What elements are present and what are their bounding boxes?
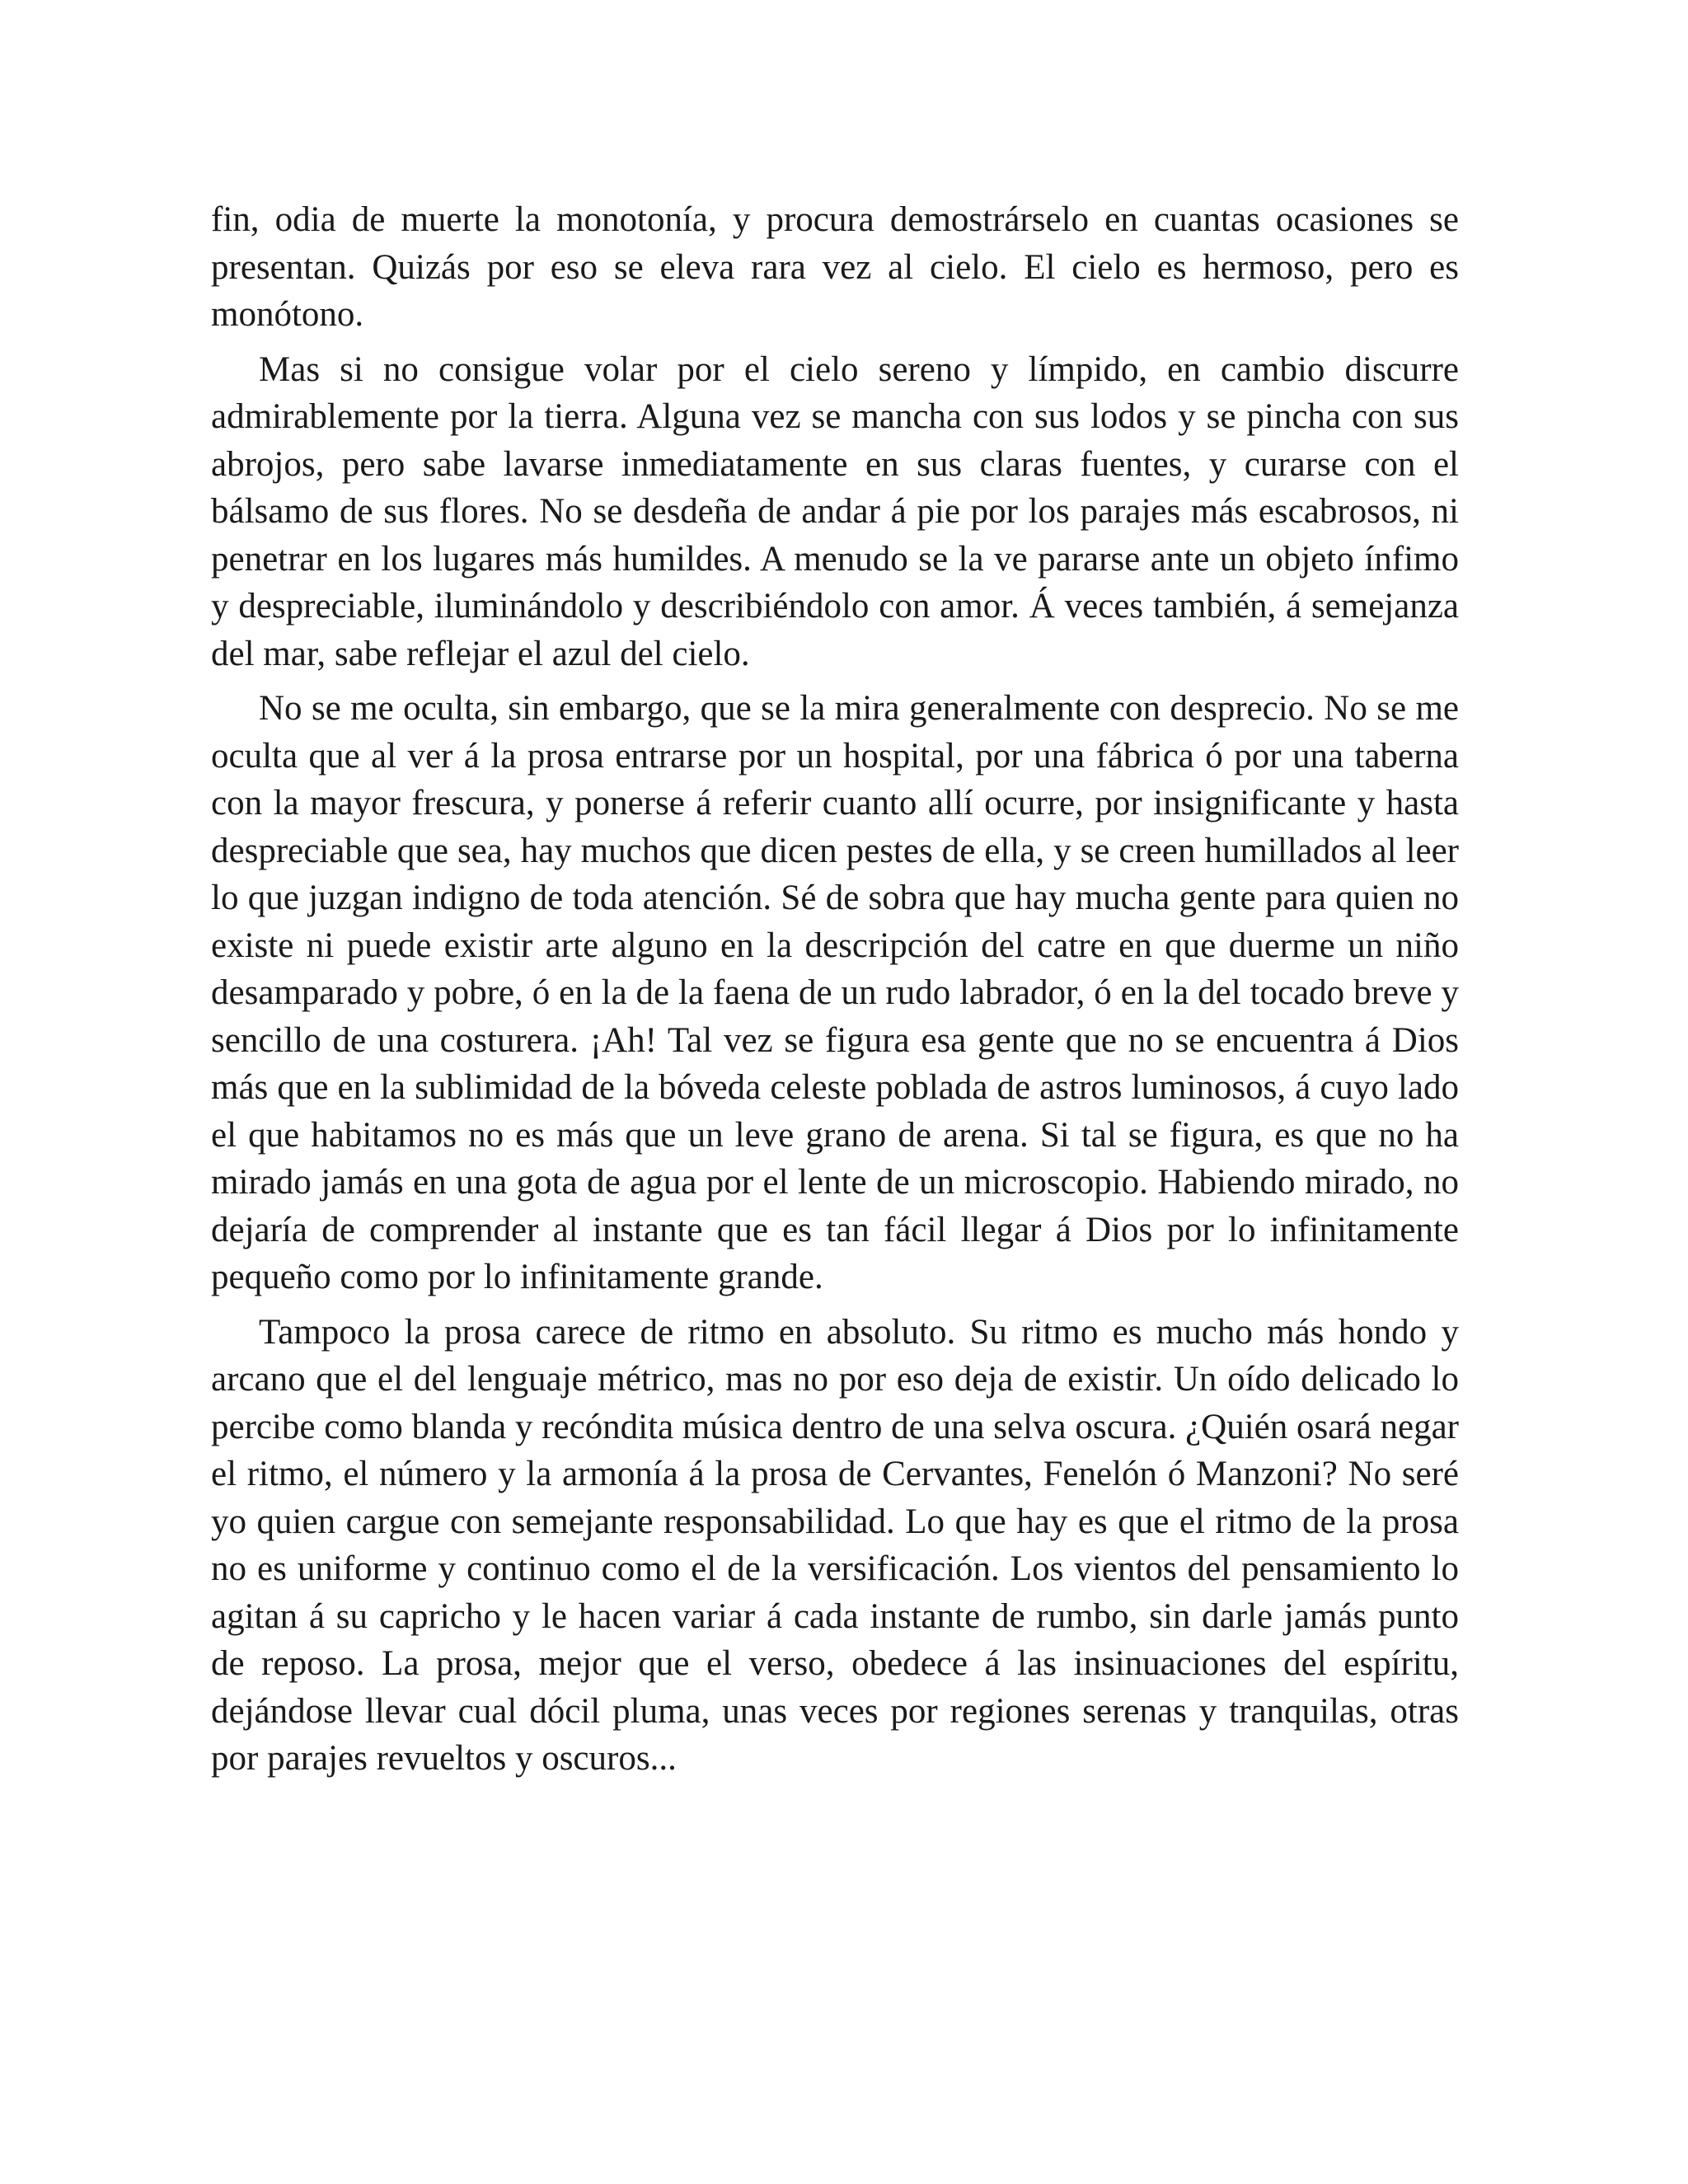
paragraph-3: No se me oculta, sin embargo, que se la mira generalmente con desprecio. No se me oculta que al ver á la prosa entrarse por un hospital, por una fábrica ó por una taberna con la mayor frescura, y ponerse á referir cuanto allí ocurre, por insignificante y hasta despreciable que sea, hay muchos que dicen pestes de ella, y se creen humillados al leer lo que juzgan indigno de toda atención. Sé de sobra que hay mucha gente para quien no existe ni puede existir arte alguno en la descripción del catre en que duerme un niño desamparado y pobre, ó en la de la faena de un rudo labrador, ó en la del tocado breve y sencillo de una costurera. ¡Ah! Tal vez se figura esa gente que no se encuentra á Dios más que en la sublimidad de la bóveda celeste poblada de astros luminosos, á cuyo lado el que habitamos no es más que un leve grano de arena. Si tal se figura, es que no ha mirado jamás en una gota de agua por el lente de un microscopio. Habiendo mirado, no dejaría de comprender al instante que es tan fácil llegar á Dios por lo infinitamente pequeño como por lo infinitamente grande. <box>211 689 1459 1296</box>
document-page <box>211 196 1459 1790</box>
paragraph-4: Tampoco la prosa carece de ritmo en absoluto. Su ritmo es mucho más hondo y arcano que el del lenguaje métrico, mas no por eso deja de existir. Un oído delicado lo percibe como blanda y recóndita música dentro de una selva oscura. ¿Quién osará negar el ritmo, el número y la armonía á la prosa de Cervantes, Fenelón ó Manzoni? No seré yo quien cargue con semejante responsabilidad. Lo que hay es que el ritmo de la prosa no es uniforme y continuo como el de la versificación. Los vientos del pensamiento lo agitan á su capricho y le hacen variar á cada instante de rumbo, sin darle jamás punto de reposo. La prosa, mejor que el verso, obedece á las insinuaciones del espíritu, dejándose llevar cual dócil pluma, unas veces por regiones serenas y tranquilas, otras por parajes revueltos y oscuros... <box>211 1312 1459 1778</box>
paragraph-1: fin, odia de muerte la monotonía, y procura demostrárselo en cuantas ocasiones se presentan. Quizás por eso se eleva rara vez al cielo. El cielo es hermoso, pero es monótono. <box>211 200 1459 334</box>
paragraph-2: Mas si no consigue volar por el cielo sereno y límpido, en cambio discurre admirablemente por la tierra. Alguna vez se mancha con sus lodos y se pincha con sus abrojos, pero sabe lavarse inmediatamente en sus claras fuentes, y curarse con el bálsamo de sus flores. No se desdeña de andar á pie por los parajes más escabrosos, ni penetrar en los lugares más humildes. A menudo se la ve pararse ante un objeto ínfimo y despreciable, iluminándolo y describiéndolo con amor. Á veces también, á semejanza del mar, sabe reflejar el azul del cielo. <box>211 349 1459 673</box>
